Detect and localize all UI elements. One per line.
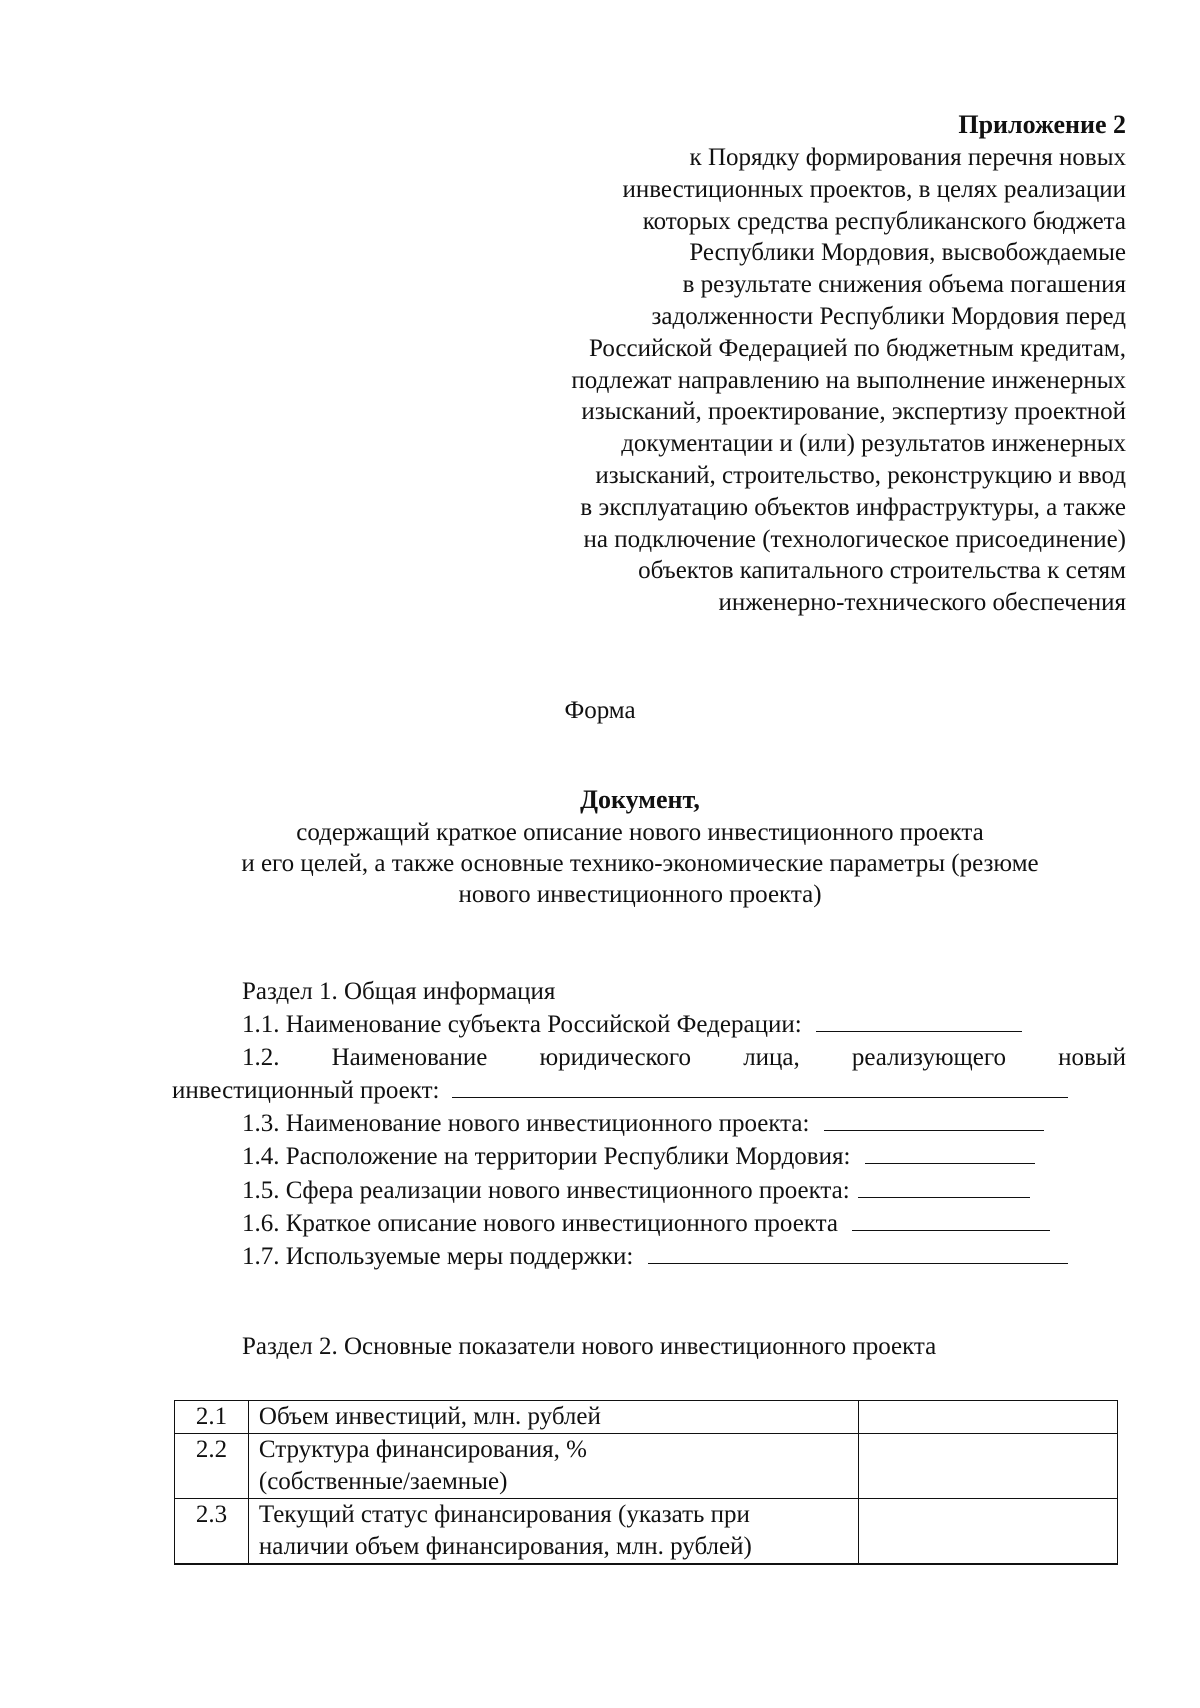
appendix-title: Приложение 2: [958, 110, 1126, 139]
row-description: [248, 1401, 858, 1434]
indicators-table: [174, 1400, 1118, 1565]
appendix-line: изысканий, проектирование, экспертизу проектной: [581, 398, 1126, 426]
project-name-field[interactable]: [824, 1107, 1044, 1131]
item-1-5: [172, 1174, 1126, 1207]
row-number: 2.1: [175, 1401, 249, 1434]
row-description-line: Структура финансирования, %: [258, 1436, 587, 1463]
item-1-5-label: 1.5. Сфера реализации нового инвестиционного проекта:: [242, 1176, 850, 1204]
appendix-line: изысканий, строительство, реконструкцию и ввод: [595, 461, 1126, 489]
row-description-line: Объем инвестиций, млн. рублей: [258, 1403, 601, 1430]
item-1-1-label: 1.1. Наименование субъекта Российской Федерации:: [242, 1011, 802, 1039]
row-value-cell[interactable]: [858, 1434, 1117, 1499]
table-row: [175, 1434, 1118, 1499]
legal-entity-field[interactable]: [452, 1074, 1068, 1098]
item-1-2-word: лица,: [743, 1043, 800, 1071]
support-measures-field[interactable]: [648, 1240, 1068, 1264]
appendix-line: которых средства республиканского бюджета: [642, 207, 1126, 235]
row-number: 2.2: [175, 1434, 249, 1499]
appendix-line: в результате снижения объема погашения: [682, 271, 1126, 299]
document-subtitle-line: нового инвестиционного проекта): [458, 881, 822, 908]
document-title-block: [160, 783, 1120, 910]
item-1-2-word: новый: [1058, 1043, 1126, 1071]
form-label: Форма: [564, 697, 636, 724]
item-1-6: [172, 1207, 1126, 1240]
item-1-2-continuation: [172, 1074, 1126, 1107]
section-1: [172, 976, 1126, 1274]
appendix-line: инвестиционных проектов, в целях реализации: [622, 175, 1126, 203]
item-1-7: [172, 1240, 1126, 1273]
row-description-line: Текущий статус финансирования (указать при: [258, 1501, 750, 1528]
row-description-line: наличии объем финансирования, млн. рублей): [258, 1533, 752, 1560]
item-1-2-word: реализующего: [851, 1043, 1006, 1071]
row-description: [248, 1434, 858, 1499]
item-1-2-word: 1.2.: [242, 1043, 280, 1071]
appendix-line: Российской Федерацией по бюджетным кредитам,: [589, 334, 1126, 362]
item-1-3: [172, 1107, 1126, 1140]
appendix-line: Республики Мордовия, высвобождаемые: [689, 239, 1126, 267]
section-1-title: Раздел 1. Общая информация: [242, 978, 556, 1005]
item-1-7-label: 1.7. Используемые меры поддержки:: [242, 1243, 634, 1271]
subject-name-field[interactable]: [816, 1008, 1022, 1032]
table-row: [175, 1499, 1118, 1565]
item-1-2-word: юридического: [539, 1043, 692, 1071]
item-1-3-label: 1.3. Наименование нового инвестиционного проекта:: [242, 1110, 810, 1138]
row-number: 2.3: [175, 1499, 249, 1565]
item-1-2-word: Наименование: [331, 1043, 488, 1071]
description-field[interactable]: [852, 1207, 1050, 1231]
item-1-4: [172, 1140, 1126, 1173]
sphere-field[interactable]: [858, 1174, 1030, 1198]
row-value-cell[interactable]: [858, 1401, 1117, 1434]
appendix-line: документации и (или) результатов инженерных: [621, 430, 1126, 458]
document-subtitle-line: и его целей, а также основные технико-экономические параметры (резюме: [241, 850, 1039, 877]
section-2-title: Раздел 2. Основные показатели нового инвестиционного проекта: [242, 1333, 937, 1360]
appendix-line: подлежат направлению на выполнение инженерных: [571, 366, 1126, 394]
appendix-line: задолженности Республики Мордовия перед: [651, 302, 1126, 330]
appendix-line: на подключение (технологическое присоединение): [583, 525, 1126, 553]
item-1-6-label: 1.6. Краткое описание нового инвестиционного проекта: [242, 1210, 838, 1238]
row-description: [248, 1499, 858, 1565]
appendix-header: [460, 108, 1126, 619]
appendix-line: объектов капитального строительства к сетям: [638, 557, 1126, 585]
location-field[interactable]: [865, 1140, 1035, 1164]
row-description-line: (собственные/заемные): [258, 1468, 508, 1495]
document-title: Документ,: [580, 785, 700, 814]
item-1-1: [172, 1008, 1126, 1041]
item-1-4-label: 1.4. Расположение на территории Республики Мордовия:: [242, 1143, 851, 1171]
appendix-line: инженерно-технического обеспечения: [718, 589, 1126, 617]
item-1-2: [172, 1042, 1126, 1074]
table-row: [175, 1401, 1118, 1434]
appendix-line: в эксплуатацию объектов инфраструктуры, а также: [580, 493, 1126, 521]
appendix-line: к Порядку формирования перечня новых: [689, 144, 1126, 171]
document-subtitle-line: содержащий краткое описание нового инвестиционного проекта: [296, 819, 984, 846]
item-1-2-cont-label: инвестиционный проект:: [172, 1076, 440, 1104]
row-value-cell[interactable]: [858, 1499, 1117, 1565]
